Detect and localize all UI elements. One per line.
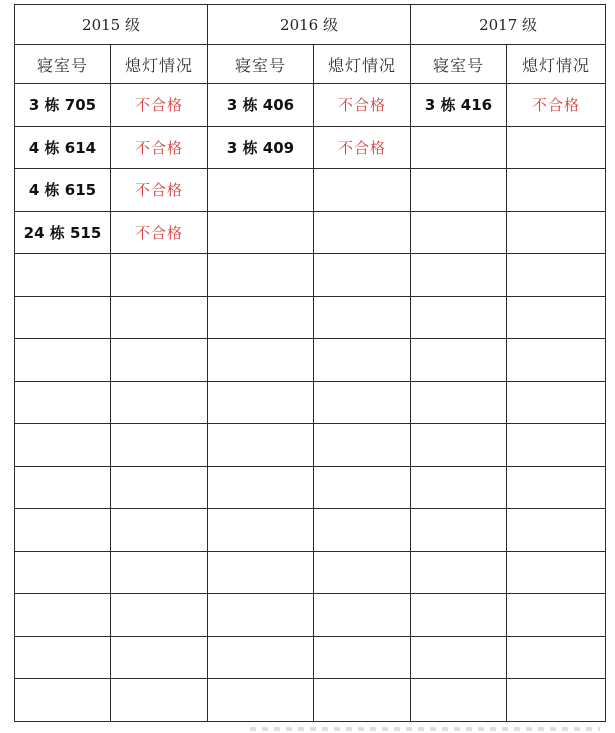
lights-status-cell (314, 594, 411, 637)
room-number-cell: 3 栋 705 (15, 84, 111, 127)
lights-status-cell (314, 381, 411, 424)
column-header-lights-status: 熄灯情况 (314, 45, 411, 84)
lights-status-cell (314, 169, 411, 212)
lights-status-cell (507, 381, 606, 424)
inspection-sheet (14, 4, 606, 722)
lights-status-cell (111, 679, 208, 722)
room-number-cell (411, 509, 507, 552)
lights-status-cell: 不合格 (507, 84, 606, 127)
room-number-cell (208, 551, 314, 594)
year-header-2015: 2015 级 (15, 5, 208, 45)
page-bottom-marks (250, 727, 600, 731)
year-header-row (15, 5, 606, 45)
column-header-lights-status: 熄灯情况 (111, 45, 208, 84)
table-row (15, 381, 606, 424)
room-number-cell (208, 679, 314, 722)
room-number-cell (411, 636, 507, 679)
lights-status-cell (314, 211, 411, 254)
table-row (15, 424, 606, 467)
lights-status-cell (314, 466, 411, 509)
column-header-room: 寝室号 (208, 45, 314, 84)
room-number-cell (411, 254, 507, 297)
room-number-cell (411, 339, 507, 382)
room-number-cell (411, 381, 507, 424)
room-number-cell (15, 509, 111, 552)
column-header-lights-status: 熄灯情况 (507, 45, 606, 84)
lights-status-cell (111, 254, 208, 297)
room-number-cell (208, 466, 314, 509)
column-header-row (15, 45, 606, 84)
year-header-2017: 2017 级 (411, 5, 606, 45)
room-number-cell (15, 551, 111, 594)
room-number-cell (411, 126, 507, 169)
room-number-cell (411, 296, 507, 339)
room-number-cell: 4 栋 615 (15, 169, 111, 212)
table-row (15, 679, 606, 722)
lights-status-cell (111, 509, 208, 552)
room-number-cell (15, 339, 111, 382)
lights-status-cell (507, 509, 606, 552)
room-number-cell (15, 254, 111, 297)
room-number-cell (411, 169, 507, 212)
lights-status-cell (314, 339, 411, 382)
lights-status-cell (314, 679, 411, 722)
room-number-cell (208, 339, 314, 382)
lights-status-cell: 不合格 (111, 84, 208, 127)
room-number-cell: 4 栋 614 (15, 126, 111, 169)
column-header-room: 寝室号 (15, 45, 111, 84)
room-number-cell (208, 296, 314, 339)
room-number-cell: 3 栋 409 (208, 126, 314, 169)
lights-status-cell (507, 679, 606, 722)
room-number-cell (411, 551, 507, 594)
table-row (15, 169, 606, 212)
lights-status-cell: 不合格 (314, 84, 411, 127)
room-number-cell (411, 679, 507, 722)
table-row (15, 211, 606, 254)
lights-status-cell (507, 424, 606, 467)
lights-status-cell (507, 254, 606, 297)
column-header-room: 寝室号 (411, 45, 507, 84)
lights-status-cell (507, 296, 606, 339)
lights-status-cell (111, 636, 208, 679)
lights-status-cell (111, 339, 208, 382)
lights-status-cell (314, 254, 411, 297)
lights-out-inspection-table (14, 4, 606, 722)
room-number-cell (15, 381, 111, 424)
room-number-cell (208, 509, 314, 552)
lights-status-cell (507, 551, 606, 594)
room-number-cell: 3 栋 416 (411, 84, 507, 127)
lights-status-cell (314, 424, 411, 467)
table-row (15, 126, 606, 169)
room-number-cell (15, 679, 111, 722)
lights-status-cell (314, 509, 411, 552)
table-row (15, 466, 606, 509)
lights-status-cell (111, 424, 208, 467)
lights-status-cell (111, 466, 208, 509)
table-row (15, 296, 606, 339)
lights-status-cell (507, 169, 606, 212)
table-row (15, 636, 606, 679)
lights-status-cell (507, 466, 606, 509)
room-number-cell (15, 424, 111, 467)
room-number-cell: 3 栋 406 (208, 84, 314, 127)
lights-status-cell (111, 551, 208, 594)
room-number-cell (411, 424, 507, 467)
room-number-cell (208, 254, 314, 297)
room-number-cell (208, 424, 314, 467)
room-number-cell (208, 169, 314, 212)
room-number-cell (208, 211, 314, 254)
table-row (15, 254, 606, 297)
table-row (15, 594, 606, 637)
room-number-cell: 24 栋 515 (15, 211, 111, 254)
table-row (15, 551, 606, 594)
lights-status-cell (314, 636, 411, 679)
room-number-cell (15, 466, 111, 509)
room-number-cell (208, 381, 314, 424)
room-number-cell (411, 466, 507, 509)
lights-status-cell (507, 636, 606, 679)
lights-status-cell (314, 551, 411, 594)
room-number-cell (15, 636, 111, 679)
lights-status-cell: 不合格 (111, 126, 208, 169)
room-number-cell (411, 211, 507, 254)
room-number-cell (208, 636, 314, 679)
table-row (15, 509, 606, 552)
table-row (15, 84, 606, 127)
lights-status-cell: 不合格 (111, 169, 208, 212)
lights-status-cell: 不合格 (314, 126, 411, 169)
room-number-cell (15, 296, 111, 339)
room-number-cell (411, 594, 507, 637)
lights-status-cell (507, 211, 606, 254)
lights-status-cell (507, 126, 606, 169)
year-header-2016: 2016 级 (208, 5, 411, 45)
lights-status-cell (314, 296, 411, 339)
lights-status-cell (111, 296, 208, 339)
lights-status-cell (111, 381, 208, 424)
lights-status-cell (111, 594, 208, 637)
room-number-cell (15, 594, 111, 637)
table-row (15, 339, 606, 382)
lights-status-cell (507, 339, 606, 382)
room-number-cell (208, 594, 314, 637)
lights-status-cell (507, 594, 606, 637)
lights-status-cell: 不合格 (111, 211, 208, 254)
